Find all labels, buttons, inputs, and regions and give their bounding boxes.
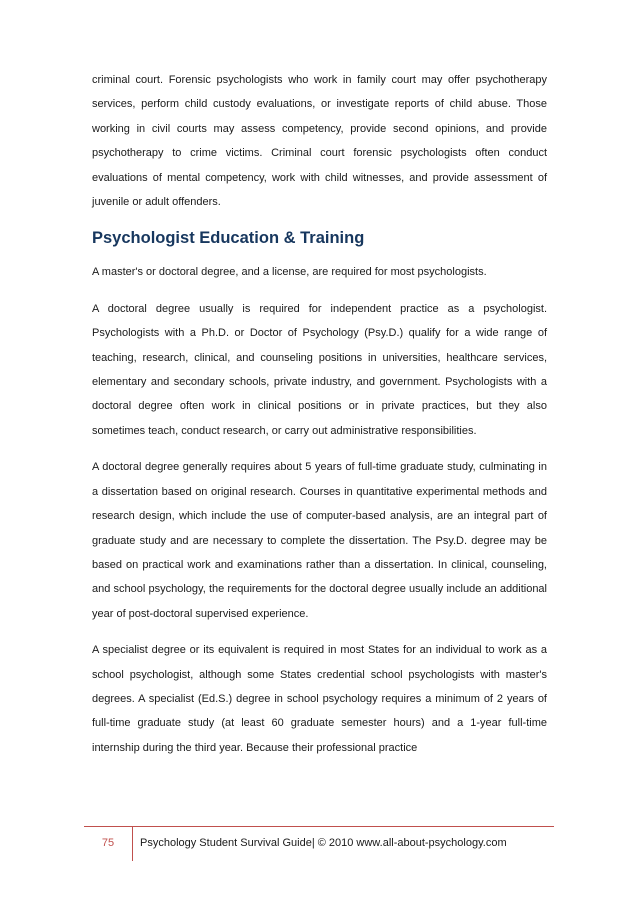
- section-heading: Psychologist Education & Training: [92, 229, 365, 248]
- paragraph-specialist-degree: A specialist degree or its equivalent is required in most States for an individual to work as a school psychologist, although some States credential school psychologists with master's degrees. A specialist (Ed.S.) degree in school psychology requires a minimum of 2 years of full-time graduate study (at least 60 graduate semester hours) and a 1-year full-time internship during the third year. Because their professional practice: [92, 644, 547, 754]
- paragraph-doctoral-practice: A doctoral degree usually is required for independent practice as a psychologist. Psychologists with a Ph.D. or Doctor of Psychology (Psy.D.) qualify for a wide range of teaching, research, clinical, and counseling positions in universities, healthcare services, elementary and secondary schools, private industry, and government. Psychologists with a doctoral degree often work in clinical positions or in private practices, but they also sometimes teach, conduct research, or carry out administrative responsibilities.: [92, 302, 547, 437]
- paragraph-degree-required: A master's or doctoral degree, and a license, are required for most psychologists.: [92, 266, 487, 279]
- page-number: 75: [84, 827, 133, 861]
- page-body: [92, 68, 547, 772]
- footer-text: Psychology Student Survival Guide| © 2010 www.all-about-psychology.com: [140, 837, 507, 849]
- paragraph-doctoral-study: A doctoral degree generally requires about 5 years of full-time graduate study, culminating in a dissertation based on original research. Courses in quantitative experimental methods and research design, which include the use of computer-based analysis, are an integral part of graduate study and are necessary to complete the dissertation. The Psy.D. degree may be based on practical work and examinations rather than a dissertation. In clinical, counseling, and school psychology, the requirements for the doctoral degree usually include an additional year of post-doctoral supervised experience.: [92, 461, 547, 620]
- paragraph-forensic-courts: criminal court. Forensic psychologists who work in family court may offer psychotherapy services, perform child custody evaluations, or investigate reports of child abuse. Those working in civil courts may assess competency, provide second opinions, and provide psychotherapy to crime victims. Criminal court forensic psychologists often conduct evaluations of mental competency, work with child witnesses, and provide assessment of juvenile or adult offenders.: [92, 74, 547, 209]
- page-footer: [84, 826, 554, 861]
